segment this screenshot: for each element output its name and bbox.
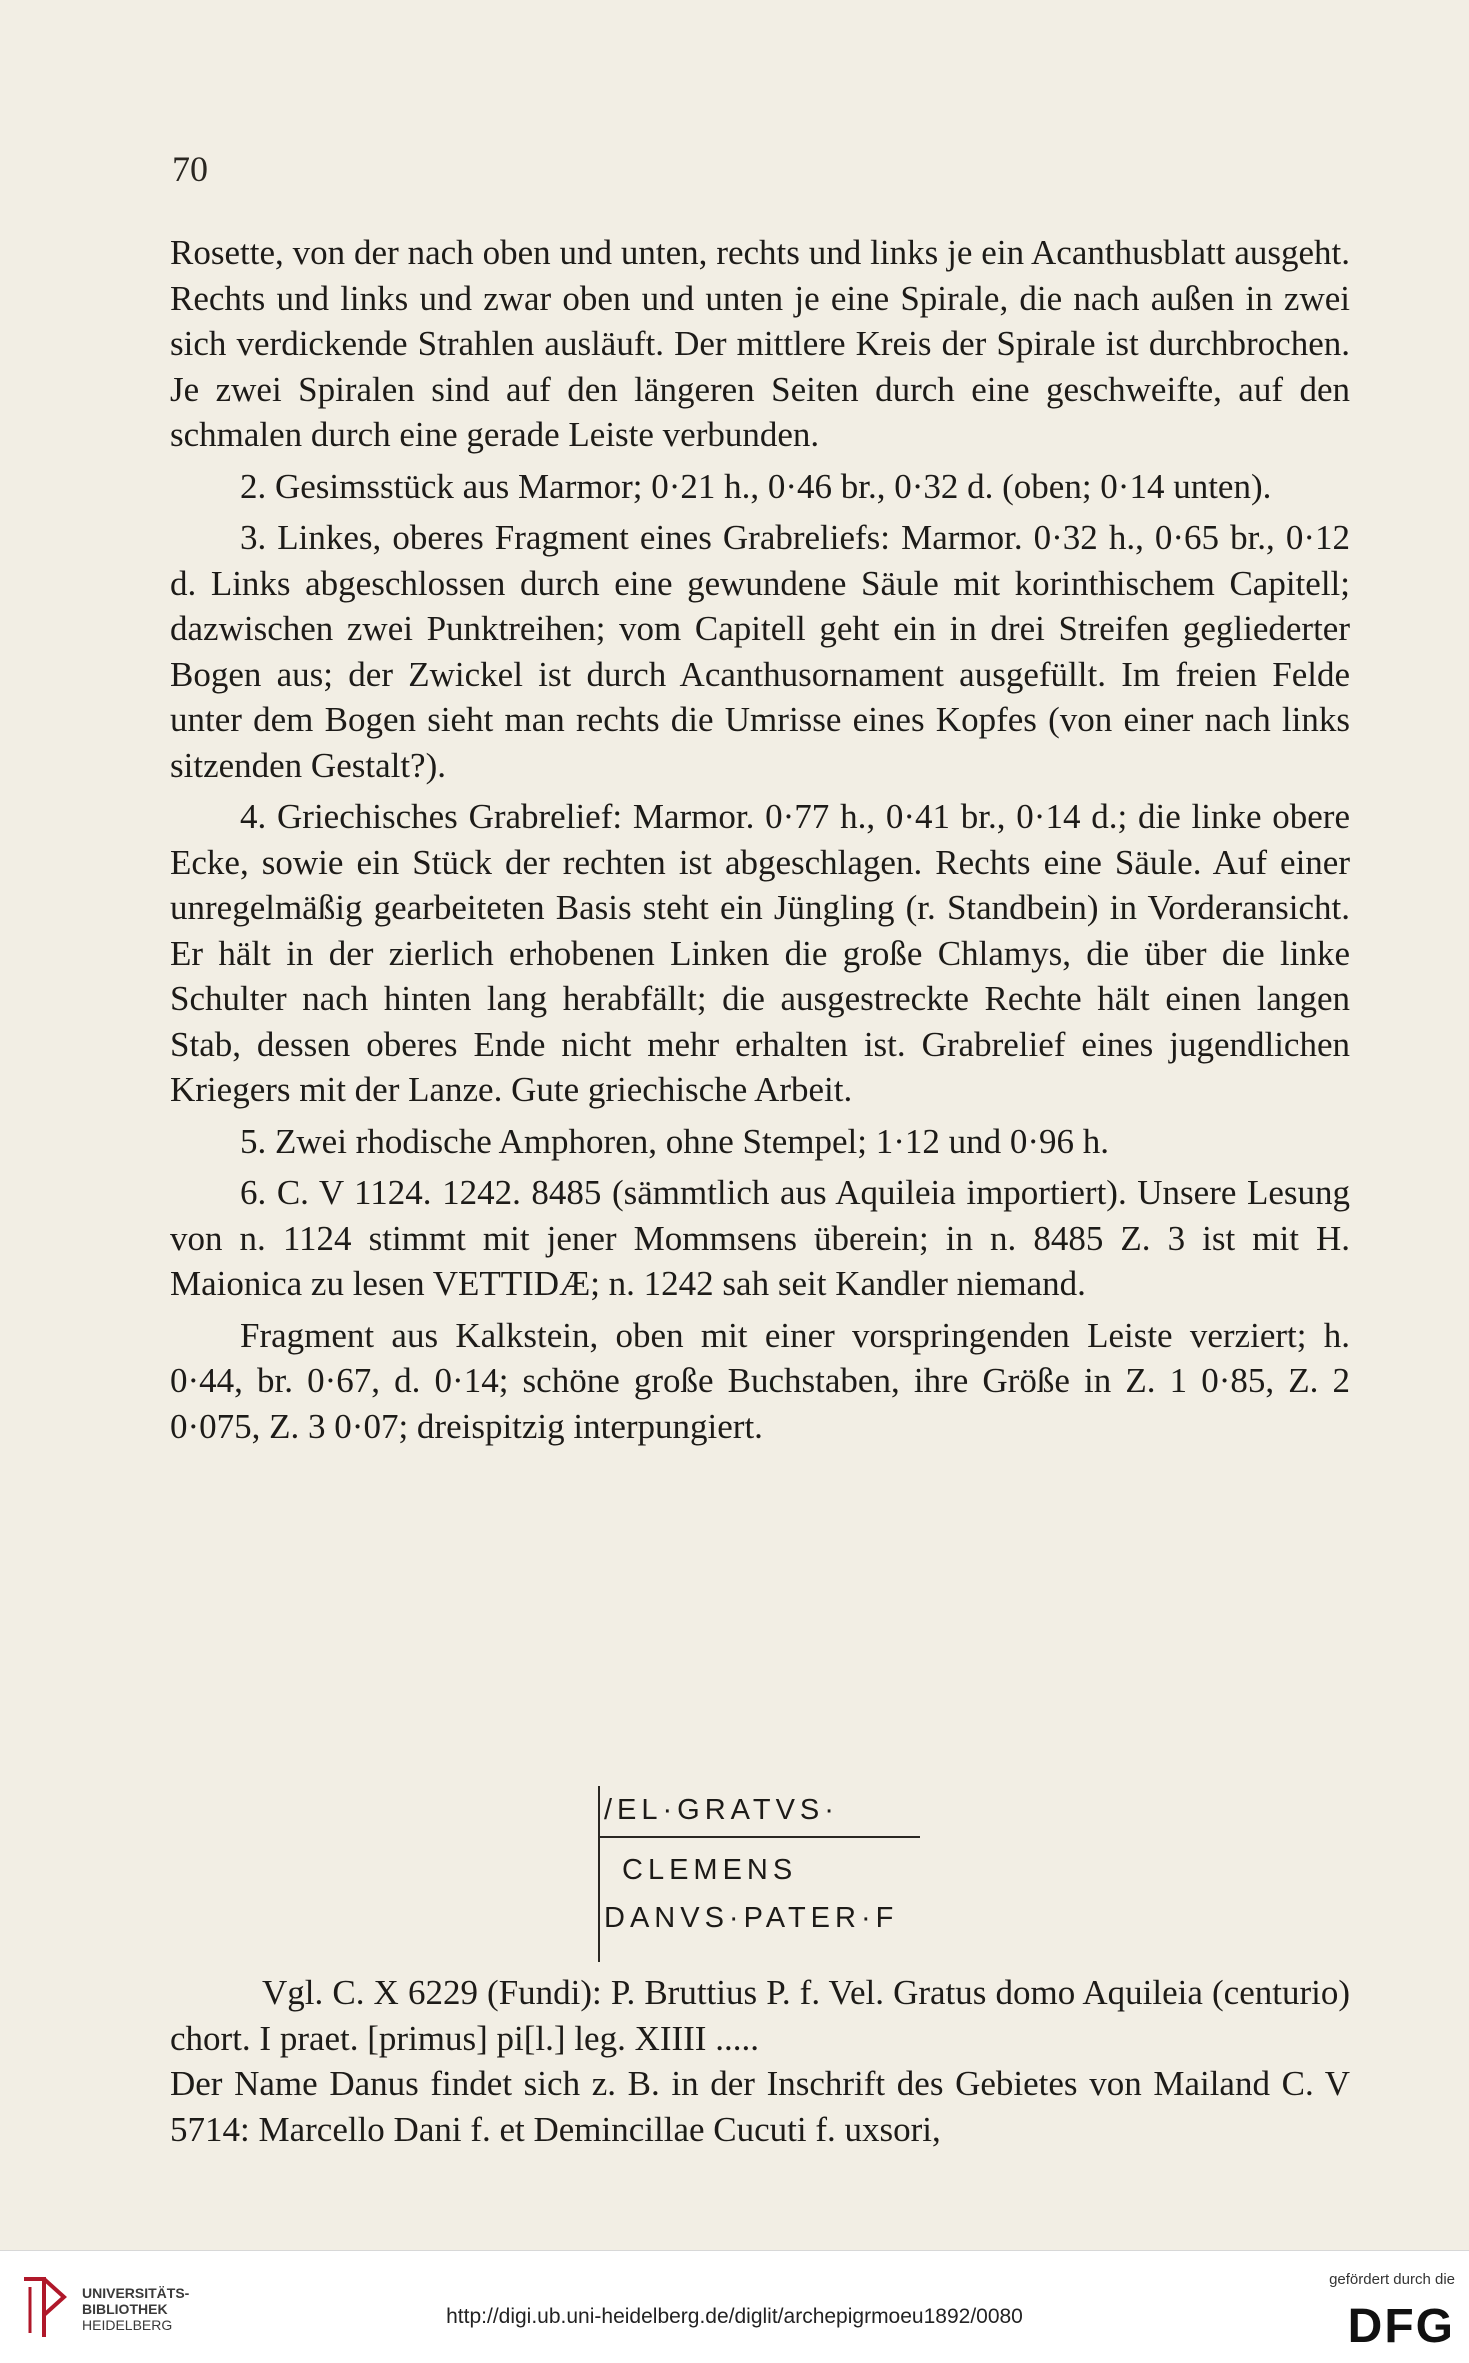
commentary-text bbox=[170, 1970, 1350, 2152]
library-line-3: HEIDELBERG bbox=[82, 2317, 173, 2333]
inscription-line-2: CLEMENS bbox=[622, 1854, 798, 1886]
paragraph-item-2: 2. Gesimsstück aus Marmor; 0·21 h., 0·46 br., 0·32 d. (oben; 0·14 unten). bbox=[240, 466, 1272, 506]
inscription-line-3: DANVS·PATER·F bbox=[604, 1902, 899, 1934]
paragraph-rosette: Rosette, von der nach oben und unten, rechts und links je ein Acanthusblatt ausgeht. Rechts und links und zwar oben und unten je eine Spirale, die nach außen in zwei sich verdickende Strahlen ausläuft. Der mittlere Kreis der Spirale ist durchbrochen. Je zwei Spiralen sind auf den längeren Seiten durch eine geschweifte, auf den schmalen durch eine gerade Leiste verbunden. bbox=[170, 233, 1350, 454]
page-number: 70 bbox=[172, 149, 208, 189]
paragraph-vgl: Vgl. C. X 6229 (Fundi): P. Bruttius P. f. Vel. Gratus domo Aquileia (centurio) chort. I praet. [primus] pi[l.] leg. XIIII ..... bbox=[170, 1973, 1350, 2058]
paragraph-danus: Der Name Danus findet sich z. B. in der Inschrift des Gebietes von Mailand C. V 5714: Marcello Dani f. et Demincillae Cucuti f. uxsori, bbox=[170, 2064, 1350, 2149]
paragraph-item-6: 6. C. V 1124. 1242. 8485 (sämmtlich aus Aquileia importiert). Unsere Lesung von n. 1124 stimmt mit jener Mommsens überein; in n. 8485 Z. 3 ist mit H. Maionica zu lesen VETTIDÆ; n. 1242 sah seit Kandler niemand. bbox=[170, 1173, 1350, 1303]
main-text bbox=[170, 230, 1350, 1455]
permalink-url[interactable]: http://digi.ub.uni-heidelberg.de/diglit/archepigrmoeu1892/0080 bbox=[446, 2305, 1023, 2328]
funded-by-label: gefördert durch die bbox=[1329, 2271, 1455, 2288]
inscription-rule bbox=[600, 1836, 920, 1838]
paragraph-fragment: Fragment aus Kalkstein, oben mit einer vorspringenden Leiste verziert; h. 0·44, br. 0·67, d. 0·14; schöne große Buchstaben, ihre Größe in Z. 1 0·85, Z. 2 0·075, Z. 3 0·07; dreispitzig interpungiert. bbox=[170, 1315, 1350, 1446]
paragraph-item-5: 5. Zwei rhodische Amphoren, ohne Stempel; 1·12 und 0·96 h. bbox=[240, 1121, 1110, 1161]
dfg-logo: DFG bbox=[1347, 2300, 1455, 2353]
inscription-line-1: /EL·GRATVS· bbox=[604, 1794, 839, 1826]
library-line-2: BIBLIOTHEK bbox=[82, 2301, 168, 2317]
paragraph-item-4: 4. Griechisches Grabrelief: Marmor. 0·77 h., 0·41 br., 0·14 d.; die linke obere Ecke, sowie ein Stück der rechten ist abgeschlagen. Rechts eine Säule. Auf einer unregelmäßig gearbeiteten Basis steht ein Jüngling (r. Standbein) in Vorderansicht. Er hält in der zierlich erhobenen Linken die große Chlamys, die über die linke Schulter nach hinten lang herabfällt; die ausgestreckte Rechte hält einen langen Stab, dessen oberes Ende nicht mehr erhalten ist. Grabrelief eines jugendlichen Kriegers mit der Lanze. Gute griechische Arbeit. bbox=[170, 797, 1350, 1109]
footer-bar bbox=[0, 2250, 1469, 2363]
inscription-block bbox=[598, 1786, 930, 1962]
paragraph-item-3: 3. Linkes, oberes Fragment eines Grabreliefs: Marmor. 0·32 h., 0·65 br., 0·12 d. Links abgeschlossen durch eine gewundene Säule mit korinthischem Capitell; dazwischen zwei Punktreihen; vom Capitell geht ein in drei Streifen gegliederter Bogen aus; der Zwickel ist durch Acanthusornament ausgefüllt. Im freien Felde unter dem Bogen sieht man rechts die Umrisse eines Kopfes (von einer nach links sitzenden Gestalt?). bbox=[170, 518, 1350, 785]
library-line-1: UNIVERSITÄTS- bbox=[82, 2285, 190, 2301]
